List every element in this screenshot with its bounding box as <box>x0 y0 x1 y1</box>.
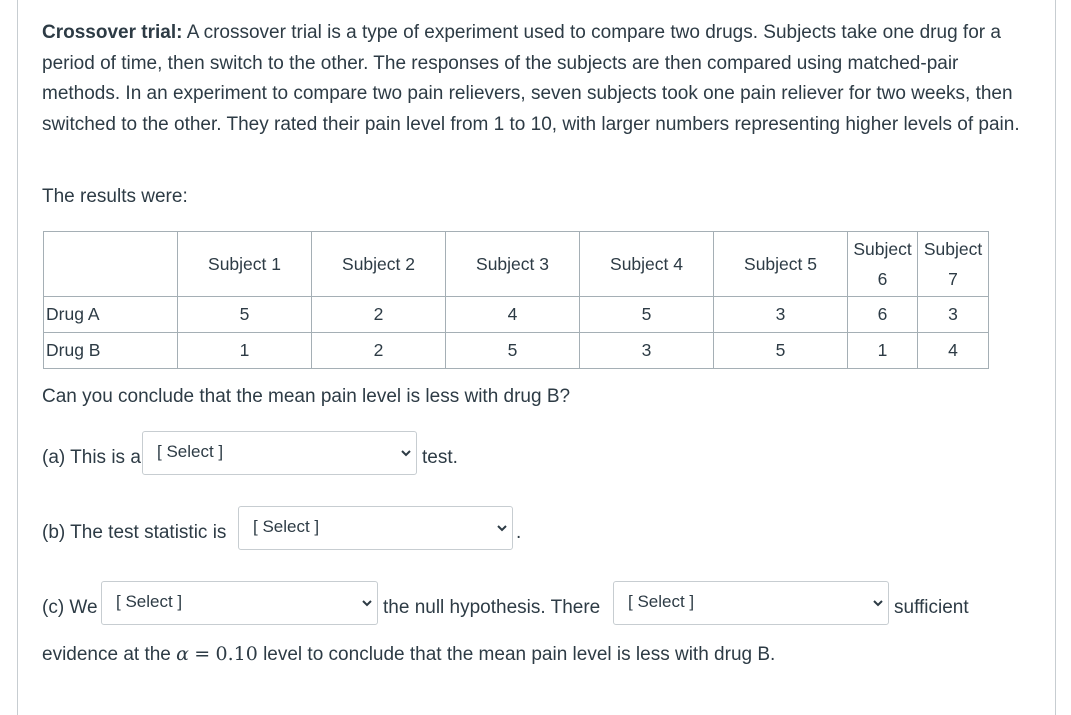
table-header: Subject 3 <box>446 232 580 297</box>
table-cell: 3 <box>918 297 989 333</box>
table-header: Subject 2 <box>312 232 446 297</box>
part-b-suffix: . <box>516 522 522 543</box>
table-header: Subject 6 <box>848 232 918 297</box>
table-row <box>44 297 989 333</box>
chevron-down-icon <box>400 447 412 459</box>
part-a-prefix: (a) This is a <box>42 447 141 468</box>
table-cell: 4 <box>446 297 580 333</box>
results-label: The results were: <box>42 186 188 207</box>
part-c-line2 <box>42 643 775 666</box>
table-cell: 5 <box>580 297 714 333</box>
chevron-down-icon <box>872 597 884 609</box>
table-cell: 4 <box>918 333 989 369</box>
part-c-select-1-value: [ Select ] <box>116 592 183 611</box>
table-header: Subject 5 <box>714 232 848 297</box>
chevron-down-icon <box>496 522 508 534</box>
table-row <box>44 333 989 369</box>
intro-text: A crossover trial is a type of experiment used to compare two drugs. Subjects take one drug for a period of time, then switch to the other. The responses of the subjects are then compared using matched-pair methods. In an experiment to compare two pain relievers, seven subjects took one pain reliever for two weeks, then switched to the other. They rated their pain level from 1 to 10, with larger numbers representing higher levels of pain. <box>42 22 1020 135</box>
part-c-prefix: (c) We <box>42 597 98 618</box>
table-header: Subject 7 <box>918 232 989 297</box>
table-header-row <box>44 232 989 297</box>
row-label: Drug B <box>44 333 178 369</box>
part-c-middle: the null hypothesis. There <box>383 597 601 618</box>
table-cell: 2 <box>312 333 446 369</box>
part-a-select[interactable] <box>142 431 417 475</box>
table-cell: 2 <box>312 297 446 333</box>
row-label: Drug A <box>44 297 178 333</box>
table-header: Subject 1 <box>178 232 312 297</box>
table-header: Subject 4 <box>580 232 714 297</box>
part-c-select-1[interactable] <box>101 581 378 625</box>
table-cell: 6 <box>848 297 918 333</box>
table-cell: 3 <box>580 333 714 369</box>
alpha-value: 0.10 <box>215 643 258 665</box>
part-c-suffix: sufficient <box>894 597 969 618</box>
question-text: Can you conclude that the mean pain level is less with drug B? <box>42 386 571 407</box>
table-corner-cell <box>44 232 178 297</box>
part-c-line2-prefix: evidence at the <box>42 644 171 665</box>
intro-paragraph <box>42 18 1032 140</box>
part-b-select[interactable] <box>238 506 513 550</box>
table-cell: 5 <box>178 297 312 333</box>
part-c-line2-suffix: level to conclude that the mean pain level is less with drug B. <box>263 644 776 665</box>
part-a-select-value: [ Select ] <box>157 442 224 461</box>
part-c-select-2[interactable] <box>613 581 889 625</box>
alpha-symbol: α <box>176 643 189 665</box>
results-table <box>43 231 989 369</box>
part-b-select-value: [ Select ] <box>253 517 320 536</box>
part-a-suffix: test. <box>422 447 458 468</box>
table-cell: 5 <box>446 333 580 369</box>
table-cell: 1 <box>848 333 918 369</box>
intro-bold-label: Crossover trial: <box>42 22 183 43</box>
table-cell: 1 <box>178 333 312 369</box>
table-cell: 3 <box>714 297 848 333</box>
equals-sign: = <box>194 643 211 665</box>
part-b-prefix: (b) The test statistic is <box>42 522 227 543</box>
table-cell: 5 <box>714 333 848 369</box>
part-c-select-2-value: [ Select ] <box>628 592 695 611</box>
chevron-down-icon <box>361 597 373 609</box>
